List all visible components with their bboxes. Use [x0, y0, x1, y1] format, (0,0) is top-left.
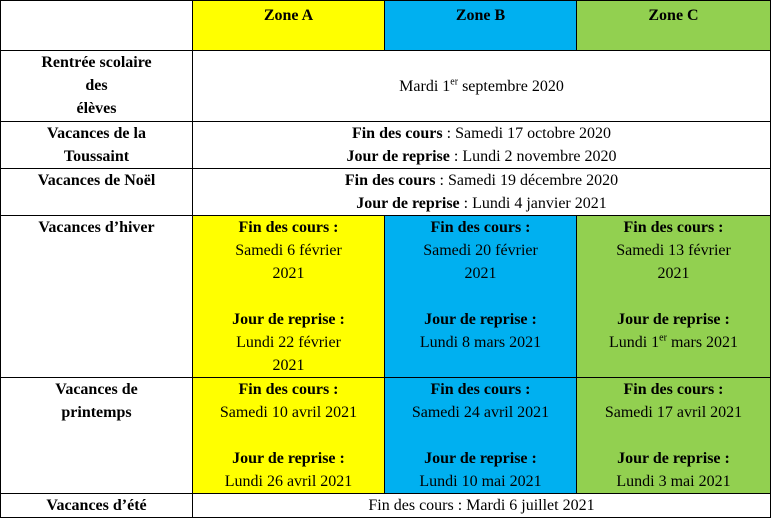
header-zone-a: Zone A [193, 1, 385, 51]
header-zone-c: Zone C [577, 1, 771, 51]
rentree-label-line-2: des [85, 77, 108, 94]
noel-dates [193, 169, 771, 216]
row-rentree [1, 51, 771, 122]
toussaint-dates [193, 122, 771, 169]
row-label-ete: Vacances d’été [1, 494, 193, 518]
hiver-zone-b: Fin des cours : Samedi 20 février 2021 Jour de reprise : Lundi 8 mars 2021 [385, 216, 577, 378]
hiver-zone-a: Fin des cours : Samedi 6 février 2021 Jour de reprise : Lundi 22 février 2021 [193, 216, 385, 378]
rentree-label-line-3: élèves [76, 100, 117, 117]
printemps-zone-a: Fin des cours : Samedi 10 avril 2021 Jour de reprise : Lundi 26 avril 2021 [193, 378, 385, 494]
toussaint-fin: Fin des cours : Samedi 17 octobre 2020 [351, 125, 612, 142]
row-label-noel: Vacances de Noël [1, 169, 193, 216]
row-label-rentree [1, 51, 193, 122]
hiver-zone-c: Fin des cours : Samedi 13 février 2021 Jour de reprise : Lundi 1er mars 2021 [577, 216, 771, 378]
rentree-label-line-1: Rentrée scolaire [41, 54, 152, 71]
row-label-hiver: Vacances d’hiver [1, 216, 193, 378]
row-ete [1, 494, 771, 518]
printemps-zone-c: Fin des cours : Samedi 17 avril 2021 Jour de reprise : Lundi 3 mai 2021 [577, 378, 771, 494]
header-row [1, 1, 771, 51]
rentree-date: Mardi 1er septembre 2020 [193, 51, 771, 122]
row-hiver [1, 216, 771, 378]
noel-reprise: Jour de reprise : Lundi 4 janvier 2021 [356, 195, 607, 212]
header-zone-b: Zone B [385, 1, 577, 51]
row-noel [1, 169, 771, 216]
row-toussaint [1, 122, 771, 169]
printemps-zone-b: Fin des cours : Samedi 24 avril 2021 Jour de reprise : Lundi 10 mai 2021 [385, 378, 577, 494]
row-label-printemps: Vacances de printemps [1, 378, 193, 494]
header-corner [1, 1, 193, 51]
row-label-toussaint: Vacances de la Toussaint [1, 122, 193, 169]
toussaint-reprise: Jour de reprise : Lundi 2 novembre 2020 [346, 148, 617, 165]
ete-date: Fin des cours : Mardi 6 juillet 2021 [193, 494, 771, 518]
row-printemps [1, 378, 771, 494]
noel-fin: Fin des cours : Samedi 19 décembre 2020 [344, 172, 619, 189]
